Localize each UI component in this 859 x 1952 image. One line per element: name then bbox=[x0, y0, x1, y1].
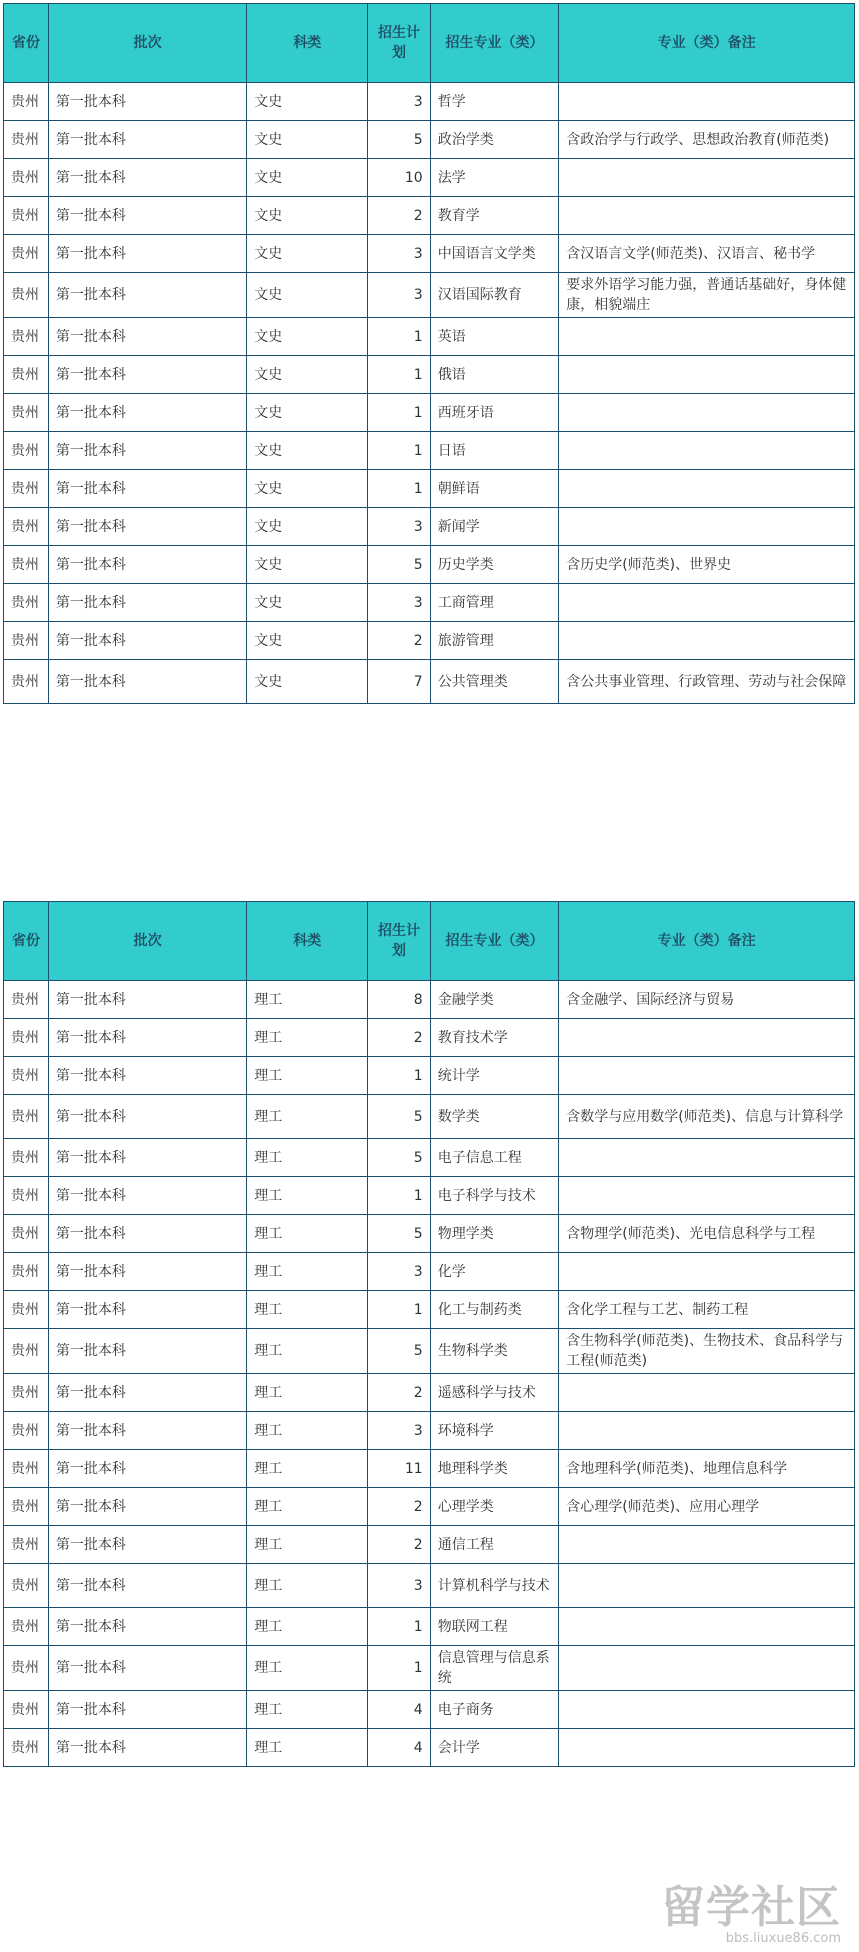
cell-batch: 第一批本科 bbox=[48, 981, 246, 1019]
cell-plan: 2 bbox=[368, 197, 430, 235]
cell-category: 文史 bbox=[247, 83, 368, 121]
table-row bbox=[4, 1412, 855, 1450]
cell-category: 文史 bbox=[247, 273, 368, 318]
cell-plan: 7 bbox=[368, 660, 430, 704]
cell-plan: 8 bbox=[368, 981, 430, 1019]
cell-province: 贵州 bbox=[4, 1608, 49, 1646]
cell-major: 教育学 bbox=[430, 197, 559, 235]
header-province: 省份 bbox=[4, 902, 49, 981]
cell-plan: 5 bbox=[368, 546, 430, 584]
cell-major: 工商管理 bbox=[430, 584, 559, 622]
table-row bbox=[4, 660, 855, 704]
cell-batch: 第一批本科 bbox=[48, 470, 246, 508]
header-category: 科类 bbox=[247, 902, 368, 981]
cell-remarks bbox=[559, 1526, 855, 1564]
cell-province: 贵州 bbox=[4, 1215, 49, 1253]
cell-plan: 3 bbox=[368, 83, 430, 121]
header-plan: 招生计划 bbox=[368, 902, 430, 981]
cell-category: 文史 bbox=[247, 622, 368, 660]
cell-plan: 2 bbox=[368, 1374, 430, 1412]
table-header-row bbox=[4, 902, 855, 981]
cell-remarks bbox=[559, 432, 855, 470]
cell-remarks bbox=[559, 1564, 855, 1608]
cell-major: 计算机科学与技术 bbox=[430, 1564, 559, 1608]
cell-remarks bbox=[559, 508, 855, 546]
enrollment-table-science bbox=[3, 901, 855, 1767]
cell-major: 电子信息工程 bbox=[430, 1139, 559, 1177]
cell-plan: 2 bbox=[368, 622, 430, 660]
cell-category: 理工 bbox=[247, 1253, 368, 1291]
cell-category: 理工 bbox=[247, 1057, 368, 1095]
cell-plan: 1 bbox=[368, 1177, 430, 1215]
cell-major: 旅游管理 bbox=[430, 622, 559, 660]
cell-remarks: 含化学工程与工艺、制药工程 bbox=[559, 1291, 855, 1329]
cell-remarks: 含生物科学(师范类)、生物技术、食品科学与工程(师范类) bbox=[559, 1329, 855, 1374]
cell-category: 理工 bbox=[247, 1177, 368, 1215]
cell-province: 贵州 bbox=[4, 1139, 49, 1177]
table-row bbox=[4, 622, 855, 660]
cell-plan: 3 bbox=[368, 1412, 430, 1450]
table-row bbox=[4, 1095, 855, 1139]
cell-category: 文史 bbox=[247, 356, 368, 394]
cell-major: 数学类 bbox=[430, 1095, 559, 1139]
cell-major: 俄语 bbox=[430, 356, 559, 394]
cell-category: 理工 bbox=[247, 981, 368, 1019]
cell-plan: 5 bbox=[368, 1215, 430, 1253]
cell-plan: 1 bbox=[368, 1057, 430, 1095]
cell-remarks bbox=[559, 394, 855, 432]
header-remarks: 专业（类）备注 bbox=[559, 4, 855, 83]
cell-category: 理工 bbox=[247, 1526, 368, 1564]
cell-category: 理工 bbox=[247, 1450, 368, 1488]
cell-plan: 3 bbox=[368, 508, 430, 546]
cell-plan: 2 bbox=[368, 1488, 430, 1526]
cell-category: 理工 bbox=[247, 1412, 368, 1450]
header-remarks: 专业（类）备注 bbox=[559, 902, 855, 981]
cell-province: 贵州 bbox=[4, 394, 49, 432]
cell-plan: 3 bbox=[368, 1253, 430, 1291]
cell-category: 理工 bbox=[247, 1646, 368, 1691]
table-row bbox=[4, 1374, 855, 1412]
table-row bbox=[4, 1646, 855, 1691]
cell-province: 贵州 bbox=[4, 508, 49, 546]
cell-province: 贵州 bbox=[4, 1450, 49, 1488]
cell-major: 地理科学类 bbox=[430, 1450, 559, 1488]
cell-plan: 2 bbox=[368, 1019, 430, 1057]
cell-batch: 第一批本科 bbox=[48, 1177, 246, 1215]
table-row bbox=[4, 1019, 855, 1057]
table-row bbox=[4, 1215, 855, 1253]
cell-category: 文史 bbox=[247, 470, 368, 508]
cell-category: 文史 bbox=[247, 508, 368, 546]
cell-major: 哲学 bbox=[430, 83, 559, 121]
cell-remarks bbox=[559, 1253, 855, 1291]
table-row bbox=[4, 1488, 855, 1526]
cell-major: 日语 bbox=[430, 432, 559, 470]
cell-plan: 1 bbox=[368, 1608, 430, 1646]
cell-batch: 第一批本科 bbox=[48, 1526, 246, 1564]
cell-remarks bbox=[559, 159, 855, 197]
cell-major: 遥感科学与技术 bbox=[430, 1374, 559, 1412]
cell-province: 贵州 bbox=[4, 159, 49, 197]
cell-province: 贵州 bbox=[4, 622, 49, 660]
table-row bbox=[4, 1253, 855, 1291]
cell-remarks bbox=[559, 1608, 855, 1646]
cell-batch: 第一批本科 bbox=[48, 1691, 246, 1729]
cell-major: 英语 bbox=[430, 318, 559, 356]
cell-remarks bbox=[559, 318, 855, 356]
cell-province: 贵州 bbox=[4, 83, 49, 121]
table-body bbox=[4, 83, 855, 704]
table-row bbox=[4, 1729, 855, 1767]
cell-province: 贵州 bbox=[4, 356, 49, 394]
cell-batch: 第一批本科 bbox=[48, 1646, 246, 1691]
cell-remarks: 含公共事业管理、行政管理、劳动与社会保障 bbox=[559, 660, 855, 704]
cell-plan: 1 bbox=[368, 1646, 430, 1691]
cell-category: 理工 bbox=[247, 1139, 368, 1177]
cell-batch: 第一批本科 bbox=[48, 1564, 246, 1608]
table-row bbox=[4, 235, 855, 273]
cell-province: 贵州 bbox=[4, 546, 49, 584]
table-row bbox=[4, 159, 855, 197]
table-row bbox=[4, 981, 855, 1019]
cell-category: 文史 bbox=[247, 235, 368, 273]
cell-remarks bbox=[559, 1057, 855, 1095]
cell-category: 文史 bbox=[247, 432, 368, 470]
cell-remarks: 含地理科学(师范类)、地理信息科学 bbox=[559, 1450, 855, 1488]
cell-category: 文史 bbox=[247, 121, 368, 159]
cell-major: 法学 bbox=[430, 159, 559, 197]
cell-plan: 3 bbox=[368, 235, 430, 273]
cell-category: 理工 bbox=[247, 1608, 368, 1646]
cell-major: 公共管理类 bbox=[430, 660, 559, 704]
cell-category: 文史 bbox=[247, 197, 368, 235]
cell-plan: 5 bbox=[368, 1329, 430, 1374]
cell-batch: 第一批本科 bbox=[48, 584, 246, 622]
cell-province: 贵州 bbox=[4, 197, 49, 235]
cell-category: 理工 bbox=[247, 1691, 368, 1729]
cell-province: 贵州 bbox=[4, 1564, 49, 1608]
cell-remarks: 含金融学、国际经济与贸易 bbox=[559, 981, 855, 1019]
cell-category: 文史 bbox=[247, 584, 368, 622]
cell-category: 文史 bbox=[247, 660, 368, 704]
header-category: 科类 bbox=[247, 4, 368, 83]
cell-major: 金融学类 bbox=[430, 981, 559, 1019]
cell-batch: 第一批本科 bbox=[48, 197, 246, 235]
cell-remarks bbox=[559, 470, 855, 508]
table-row bbox=[4, 1329, 855, 1374]
enrollment-table-liberal-arts bbox=[3, 3, 855, 704]
cell-province: 贵州 bbox=[4, 1177, 49, 1215]
cell-major: 会计学 bbox=[430, 1729, 559, 1767]
cell-category: 理工 bbox=[247, 1564, 368, 1608]
cell-remarks bbox=[559, 356, 855, 394]
cell-major: 朝鲜语 bbox=[430, 470, 559, 508]
cell-province: 贵州 bbox=[4, 981, 49, 1019]
cell-plan: 3 bbox=[368, 273, 430, 318]
cell-major: 统计学 bbox=[430, 1057, 559, 1095]
cell-plan: 1 bbox=[368, 432, 430, 470]
cell-plan: 3 bbox=[368, 1564, 430, 1608]
cell-remarks bbox=[559, 1646, 855, 1691]
cell-batch: 第一批本科 bbox=[48, 1139, 246, 1177]
cell-remarks bbox=[559, 622, 855, 660]
header-batch: 批次 bbox=[48, 4, 246, 83]
cell-province: 贵州 bbox=[4, 318, 49, 356]
cell-province: 贵州 bbox=[4, 121, 49, 159]
cell-major: 化工与制药类 bbox=[430, 1291, 559, 1329]
cell-batch: 第一批本科 bbox=[48, 1215, 246, 1253]
table-row bbox=[4, 1564, 855, 1608]
table-row bbox=[4, 584, 855, 622]
cell-province: 贵州 bbox=[4, 1412, 49, 1450]
cell-batch: 第一批本科 bbox=[48, 1374, 246, 1412]
table-row bbox=[4, 356, 855, 394]
table-row bbox=[4, 1526, 855, 1564]
cell-batch: 第一批本科 bbox=[48, 1729, 246, 1767]
cell-plan: 11 bbox=[368, 1450, 430, 1488]
cell-province: 贵州 bbox=[4, 432, 49, 470]
cell-batch: 第一批本科 bbox=[48, 1291, 246, 1329]
cell-province: 贵州 bbox=[4, 584, 49, 622]
cell-major: 教育技术学 bbox=[430, 1019, 559, 1057]
table-row bbox=[4, 432, 855, 470]
cell-remarks: 含历史学(师范类)、世界史 bbox=[559, 546, 855, 584]
cell-remarks bbox=[559, 1412, 855, 1450]
cell-province: 贵州 bbox=[4, 1057, 49, 1095]
cell-province: 贵州 bbox=[4, 273, 49, 318]
cell-batch: 第一批本科 bbox=[48, 1019, 246, 1057]
table-row bbox=[4, 508, 855, 546]
table-row bbox=[4, 1450, 855, 1488]
cell-category: 理工 bbox=[247, 1215, 368, 1253]
cell-province: 贵州 bbox=[4, 1253, 49, 1291]
cell-province: 贵州 bbox=[4, 1019, 49, 1057]
watermark-url: bbs.liuxue86.com bbox=[725, 1931, 841, 1946]
cell-plan: 2 bbox=[368, 1526, 430, 1564]
cell-remarks bbox=[559, 1177, 855, 1215]
table-row bbox=[4, 83, 855, 121]
cell-remarks bbox=[559, 83, 855, 121]
cell-major: 新闻学 bbox=[430, 508, 559, 546]
watermark bbox=[661, 1882, 841, 1946]
cell-major: 化学 bbox=[430, 1253, 559, 1291]
cell-batch: 第一批本科 bbox=[48, 432, 246, 470]
cell-category: 理工 bbox=[247, 1095, 368, 1139]
cell-major: 西班牙语 bbox=[430, 394, 559, 432]
header-plan: 招生计划 bbox=[368, 4, 430, 83]
table-row bbox=[4, 1177, 855, 1215]
cell-major: 物联网工程 bbox=[430, 1608, 559, 1646]
cell-category: 文史 bbox=[247, 159, 368, 197]
cell-major: 信息管理与信息系统 bbox=[430, 1646, 559, 1691]
cell-province: 贵州 bbox=[4, 1329, 49, 1374]
cell-category: 理工 bbox=[247, 1488, 368, 1526]
cell-batch: 第一批本科 bbox=[48, 1095, 246, 1139]
header-batch: 批次 bbox=[48, 902, 246, 981]
cell-province: 贵州 bbox=[4, 1691, 49, 1729]
cell-batch: 第一批本科 bbox=[48, 622, 246, 660]
table-row bbox=[4, 318, 855, 356]
table-row bbox=[4, 1139, 855, 1177]
table-row bbox=[4, 1608, 855, 1646]
cell-province: 贵州 bbox=[4, 470, 49, 508]
table-row bbox=[4, 1691, 855, 1729]
cell-category: 理工 bbox=[247, 1374, 368, 1412]
cell-batch: 第一批本科 bbox=[48, 660, 246, 704]
cell-remarks: 含物理学(师范类)、光电信息科学与工程 bbox=[559, 1215, 855, 1253]
cell-category: 文史 bbox=[247, 394, 368, 432]
cell-batch: 第一批本科 bbox=[48, 1488, 246, 1526]
cell-plan: 5 bbox=[368, 121, 430, 159]
cell-major: 电子科学与技术 bbox=[430, 1177, 559, 1215]
cell-plan: 5 bbox=[368, 1095, 430, 1139]
cell-batch: 第一批本科 bbox=[48, 1329, 246, 1374]
cell-remarks bbox=[559, 1691, 855, 1729]
cell-plan: 3 bbox=[368, 584, 430, 622]
cell-batch: 第一批本科 bbox=[48, 356, 246, 394]
watermark-logo: 留学社区 bbox=[661, 1882, 841, 1933]
cell-plan: 1 bbox=[368, 470, 430, 508]
table-row bbox=[4, 273, 855, 318]
cell-major: 电子商务 bbox=[430, 1691, 559, 1729]
cell-major: 心理学类 bbox=[430, 1488, 559, 1526]
cell-province: 贵州 bbox=[4, 1729, 49, 1767]
cell-remarks bbox=[559, 584, 855, 622]
cell-plan: 1 bbox=[368, 1291, 430, 1329]
cell-batch: 第一批本科 bbox=[48, 508, 246, 546]
table-row bbox=[4, 197, 855, 235]
cell-remarks bbox=[559, 1374, 855, 1412]
cell-remarks bbox=[559, 1139, 855, 1177]
table-row bbox=[4, 394, 855, 432]
cell-category: 理工 bbox=[247, 1019, 368, 1057]
cell-major: 通信工程 bbox=[430, 1526, 559, 1564]
table-row bbox=[4, 1291, 855, 1329]
cell-remarks: 含心理学(师范类)、应用心理学 bbox=[559, 1488, 855, 1526]
table-row bbox=[4, 470, 855, 508]
cell-batch: 第一批本科 bbox=[48, 394, 246, 432]
cell-province: 贵州 bbox=[4, 235, 49, 273]
cell-category: 文史 bbox=[247, 546, 368, 584]
cell-remarks bbox=[559, 197, 855, 235]
cell-plan: 4 bbox=[368, 1691, 430, 1729]
table-row bbox=[4, 1057, 855, 1095]
cell-batch: 第一批本科 bbox=[48, 83, 246, 121]
cell-plan: 1 bbox=[368, 318, 430, 356]
cell-major: 历史学类 bbox=[430, 546, 559, 584]
table-row bbox=[4, 546, 855, 584]
cell-province: 贵州 bbox=[4, 1646, 49, 1691]
cell-batch: 第一批本科 bbox=[48, 1608, 246, 1646]
cell-plan: 10 bbox=[368, 159, 430, 197]
cell-remarks: 含数学与应用数学(师范类)、信息与计算科学 bbox=[559, 1095, 855, 1139]
cell-province: 贵州 bbox=[4, 1488, 49, 1526]
cell-province: 贵州 bbox=[4, 1526, 49, 1564]
cell-remarks bbox=[559, 1019, 855, 1057]
cell-major: 汉语国际教育 bbox=[430, 273, 559, 318]
cell-category: 文史 bbox=[247, 318, 368, 356]
header-province: 省份 bbox=[4, 4, 49, 83]
cell-batch: 第一批本科 bbox=[48, 546, 246, 584]
cell-remarks bbox=[559, 1729, 855, 1767]
cell-remarks: 含汉语言文学(师范类)、汉语言、秘书学 bbox=[559, 235, 855, 273]
cell-remarks: 含政治学与行政学、思想政治教育(师范类) bbox=[559, 121, 855, 159]
header-major: 招生专业（类） bbox=[430, 4, 559, 83]
cell-batch: 第一批本科 bbox=[48, 235, 246, 273]
cell-major: 生物科学类 bbox=[430, 1329, 559, 1374]
cell-major: 中国语言文学类 bbox=[430, 235, 559, 273]
cell-batch: 第一批本科 bbox=[48, 1253, 246, 1291]
cell-major: 政治学类 bbox=[430, 121, 559, 159]
cell-category: 理工 bbox=[247, 1329, 368, 1374]
cell-batch: 第一批本科 bbox=[48, 121, 246, 159]
cell-batch: 第一批本科 bbox=[48, 1412, 246, 1450]
table-header-row bbox=[4, 4, 855, 83]
cell-batch: 第一批本科 bbox=[48, 1450, 246, 1488]
cell-batch: 第一批本科 bbox=[48, 159, 246, 197]
cell-batch: 第一批本科 bbox=[48, 273, 246, 318]
cell-category: 理工 bbox=[247, 1729, 368, 1767]
cell-plan: 1 bbox=[368, 394, 430, 432]
cell-batch: 第一批本科 bbox=[48, 318, 246, 356]
cell-plan: 5 bbox=[368, 1139, 430, 1177]
cell-major: 物理学类 bbox=[430, 1215, 559, 1253]
cell-province: 贵州 bbox=[4, 660, 49, 704]
table-row bbox=[4, 121, 855, 159]
cell-province: 贵州 bbox=[4, 1374, 49, 1412]
cell-province: 贵州 bbox=[4, 1291, 49, 1329]
cell-plan: 1 bbox=[368, 356, 430, 394]
cell-province: 贵州 bbox=[4, 1095, 49, 1139]
cell-major: 环境科学 bbox=[430, 1412, 559, 1450]
cell-category: 理工 bbox=[247, 1291, 368, 1329]
cell-remarks: 要求外语学习能力强，普通话基础好，身体健康，相貌端庄 bbox=[559, 273, 855, 318]
header-major: 招生专业（类） bbox=[430, 902, 559, 981]
table-body bbox=[4, 981, 855, 1767]
cell-batch: 第一批本科 bbox=[48, 1057, 246, 1095]
cell-plan: 4 bbox=[368, 1729, 430, 1767]
